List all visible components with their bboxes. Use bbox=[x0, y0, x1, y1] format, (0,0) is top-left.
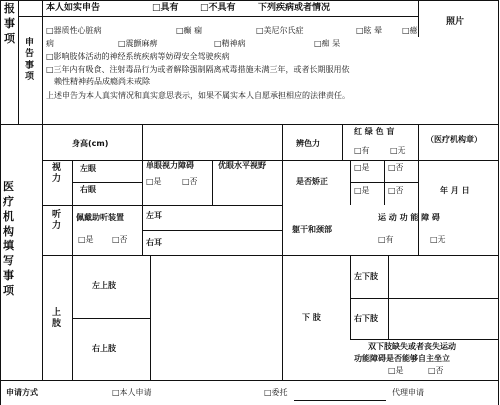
self-apply-checkbox[interactable]: □本人申请 bbox=[112, 388, 152, 397]
motor-label: 运 动 功 能 障 碍 bbox=[378, 213, 440, 222]
hearing-aid-no[interactable]: □否 bbox=[112, 235, 128, 244]
checkbox-psychosis[interactable]: □精神病 bbox=[214, 39, 246, 48]
height-label: 身高(cm) bbox=[72, 139, 109, 148]
rule bbox=[418, 0, 419, 37]
monocular-yes[interactable]: □是 bbox=[146, 177, 162, 186]
rule bbox=[18, 16, 418, 17]
rule bbox=[72, 182, 142, 183]
rule bbox=[42, 205, 282, 206]
monocular-no[interactable]: □否 bbox=[182, 177, 198, 186]
both-lower-yes[interactable]: □是 bbox=[388, 366, 404, 375]
hearing-aid-yes[interactable]: □是 bbox=[78, 235, 94, 244]
monocular-label: 单眼视力障碍 bbox=[146, 161, 194, 170]
color-vision-label: 辨色力 bbox=[296, 139, 320, 148]
checkbox-paralysis-agitans[interactable]: □震颤麻痹 bbox=[118, 39, 158, 48]
both-lower-line1: 双下肢缺失或者丧失运动 bbox=[368, 342, 456, 351]
hearing-label: 听力 bbox=[51, 210, 61, 232]
checkbox-heart-disease[interactable]: □器质性心脏病 bbox=[46, 26, 102, 35]
checkbox-nervous-disease[interactable]: □影响肢体活动的神经系统疾病等妨碍安全驾驶疾病 bbox=[46, 52, 230, 61]
checkbox-dementia[interactable]: □痴 呆 bbox=[314, 39, 341, 48]
drug-use-cont: 赖性精神药品成瘾尚未戒除 bbox=[54, 77, 150, 86]
agent-name-underline bbox=[294, 400, 386, 401]
left-lower-label: 左下肢 bbox=[354, 272, 378, 281]
upper-limb-label: 上肢 bbox=[51, 308, 61, 330]
section-label-declare: 申告事项 bbox=[24, 38, 34, 82]
hearing-aid-label: 佩戴助听装置 bbox=[76, 213, 124, 222]
rule bbox=[42, 160, 499, 161]
lower-limb-label: 下 肢 bbox=[302, 313, 321, 322]
right-eye-label: 右眼 bbox=[80, 185, 96, 194]
checkbox-has[interactable]: □具有 bbox=[152, 3, 179, 13]
agent-apply-label: 代理申请 bbox=[392, 388, 424, 397]
rule bbox=[150, 255, 151, 380]
entrust-checkbox[interactable]: □委托 bbox=[264, 388, 288, 397]
rule bbox=[0, 0, 499, 1]
rule bbox=[72, 205, 73, 255]
checkbox-epilepsy[interactable]: □癫 痫 bbox=[176, 26, 203, 35]
motor-has[interactable]: □有 bbox=[378, 235, 394, 244]
date-label: 年 月 日 bbox=[440, 186, 470, 195]
photo-label: 照片 bbox=[446, 17, 465, 27]
left-eye-label: 左眼 bbox=[80, 164, 96, 173]
left-upper-label: 左上肢 bbox=[92, 281, 116, 290]
rule bbox=[350, 298, 499, 299]
rule bbox=[72, 318, 150, 319]
declare-header: 本人如实申告 bbox=[46, 3, 101, 13]
both-lower-line2: 功能障碍是否能够自主坐立 bbox=[354, 354, 450, 363]
section-label-report: 报事项 bbox=[4, 2, 15, 45]
corrected-label: 是否矫正 bbox=[296, 177, 328, 186]
rule bbox=[212, 160, 213, 205]
rule bbox=[142, 230, 282, 231]
declare-header-tail: 下列疾病或者情况 bbox=[258, 3, 331, 13]
left-ear-label: 左耳 bbox=[146, 211, 162, 220]
neck-label: 躯干和颈部 bbox=[292, 225, 332, 234]
rule bbox=[42, 0, 43, 380]
rule bbox=[42, 255, 499, 256]
left-corrected-no[interactable]: □否 bbox=[388, 163, 404, 172]
checkbox-drug-use[interactable]: □三年内有吸食、注射毒品行为或者解除强制隔离戒毒措施未满三年，或者长期服用依 bbox=[46, 65, 350, 74]
rule bbox=[350, 255, 351, 339]
right-ear-label: 右耳 bbox=[146, 238, 162, 247]
color-blind-has[interactable]: □有 bbox=[354, 146, 370, 155]
border-right bbox=[498, 0, 499, 405]
motor-none[interactable]: □无 bbox=[430, 235, 446, 244]
checkbox-vertigo[interactable]: □眩 晕 bbox=[356, 26, 383, 35]
rule bbox=[0, 380, 499, 381]
section-label-medical: 医疗机构填写事项 bbox=[3, 180, 14, 297]
color-blind-none[interactable]: □无 bbox=[390, 146, 406, 155]
hysteria-cont: 病 bbox=[46, 39, 54, 48]
apply-method-label: 申请方式 bbox=[6, 388, 38, 397]
rule bbox=[0, 124, 499, 125]
right-upper-label: 右上肢 bbox=[92, 344, 116, 353]
rule bbox=[142, 124, 143, 255]
right-corrected-no[interactable]: □否 bbox=[388, 186, 404, 195]
both-lower-no[interactable]: □否 bbox=[428, 366, 444, 375]
rule bbox=[350, 182, 418, 183]
border-left bbox=[0, 0, 1, 405]
checkbox-hysteria[interactable]: □癔 bbox=[402, 26, 418, 35]
rule bbox=[388, 255, 389, 339]
rule bbox=[350, 339, 499, 340]
institution-seal-label: （医疗机构章） bbox=[426, 135, 482, 144]
rule bbox=[18, 0, 19, 125]
vision-label: 视力 bbox=[51, 163, 61, 185]
declaration-statement: 上述申告为本人真实情况和真实意思表示，如果不属实本人自愿承担相应的法律责任。 bbox=[46, 91, 350, 100]
rule bbox=[342, 124, 343, 161]
rule bbox=[282, 124, 283, 380]
left-corrected-yes[interactable]: □是 bbox=[354, 163, 370, 172]
horizontal-field-label: 优眼水平视野 bbox=[218, 161, 266, 170]
rule bbox=[418, 124, 419, 255]
right-lower-label: 右下肢 bbox=[354, 314, 378, 323]
checkbox-not-has[interactable]: □不具有 bbox=[200, 3, 236, 13]
right-corrected-yes[interactable]: □是 bbox=[354, 186, 370, 195]
checkbox-meniere[interactable]: □美尼尔氏症 bbox=[256, 26, 304, 35]
color-blind-label: 红 绿 色 盲 bbox=[354, 127, 395, 136]
